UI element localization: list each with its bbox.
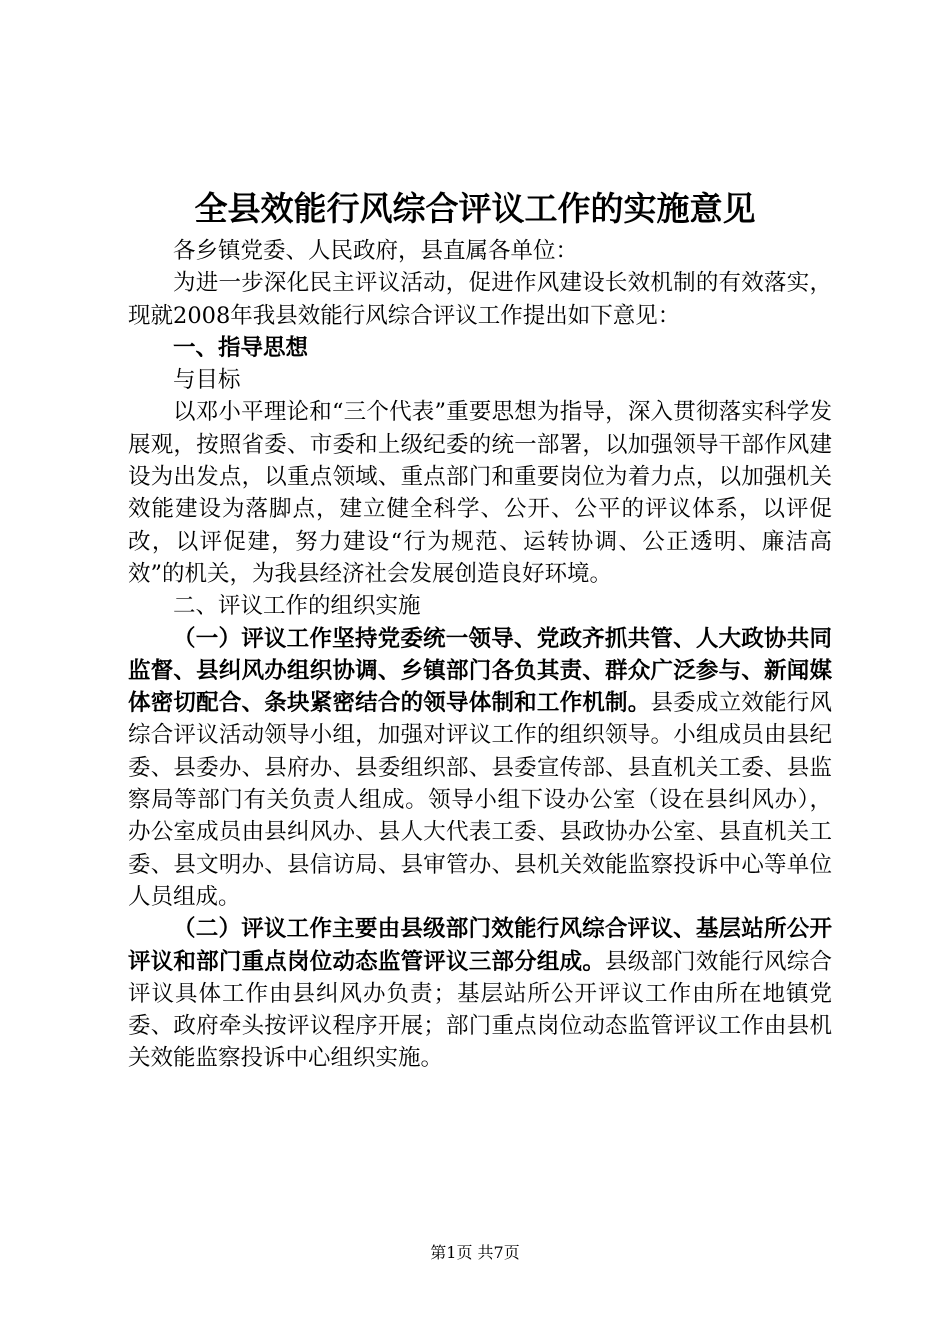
document-body bbox=[128, 235, 832, 1075]
document-title: 全县效能行风综合评议工作的实施意见 bbox=[194, 189, 756, 228]
page-footer: 第1页 共7页 bbox=[430, 1243, 520, 1262]
section-1-subheading: 与目标 bbox=[173, 367, 241, 394]
item-1-bold-text: （一）评议工作坚持党委统一领导、党政齐抓共管、人大政协共同监督、县纠风办组织协调、乡镇部门各负其责、群众广泛参与、新闻媒体密切配合、条块紧密结合的领导体制和工作机制。 bbox=[128, 625, 832, 717]
intro-paragraph: 为进一步深化民主评议活动，促进作风建设长效机制的有效落实，现就2008年我县效能行风综合评议工作提出如下意见： bbox=[128, 270, 832, 329]
item-2-text: 县级部门效能行风综合评议具体工作由县纠风办负责；基层站所公开评议工作由所在地镇党委、政府牵头按评议程序开展；部门重点岗位动态监管评议工作由县机关效能监察投诉中心组织实施。 bbox=[128, 948, 832, 1072]
section-2-item-2 bbox=[128, 913, 832, 1074]
item-2-bold-text: （二）评议工作主要由县级部门效能行风综合评议、基层站所公开评议和部门重点岗位动态监管评议三部分组成。 bbox=[128, 916, 832, 975]
section-2-item-1 bbox=[128, 623, 832, 914]
section-2-heading: 二、评议工作的组织实施 bbox=[173, 593, 421, 620]
section-1-body: 以邓小平理论和“三个代表”重要思想为指导，深入贯彻落实科学发展观，按照省委、市委和上级纪委的统一部署，以加强领导干部作风建设为出发点，以重点领域、重点部门和重要岗位为着力点，以加强机关效能建设为落脚点，建立健全科学、公开、公平的评议体系，以评促改，以评促建，努力建设“行为规范、运转协调、公正透明、廉洁高效”的机关，为我县经济社会发展创造良好环境。 bbox=[128, 399, 832, 587]
item-1-text: 县委成立效能行风综合评议活动领导小组，加强对评议工作的组织领导。小组成员由县纪委、县委办、县府办、县委组织部、县委宣传部、县直机关工委、县监察局等部门有关负责人组成。领导小组下设办公室（设在县纠风办），办公室成员由县纠风办、县人大代表工委、县政协办公室、县直机关工委、县文明办、县信访局、县审管办、县机关效能监察投诉中心等单位人员组成。 bbox=[128, 690, 832, 910]
salutation: 各乡镇党委、人民政府，县直属各单位： bbox=[173, 238, 579, 264]
section-1-heading: 一、指导思想 bbox=[173, 334, 309, 361]
